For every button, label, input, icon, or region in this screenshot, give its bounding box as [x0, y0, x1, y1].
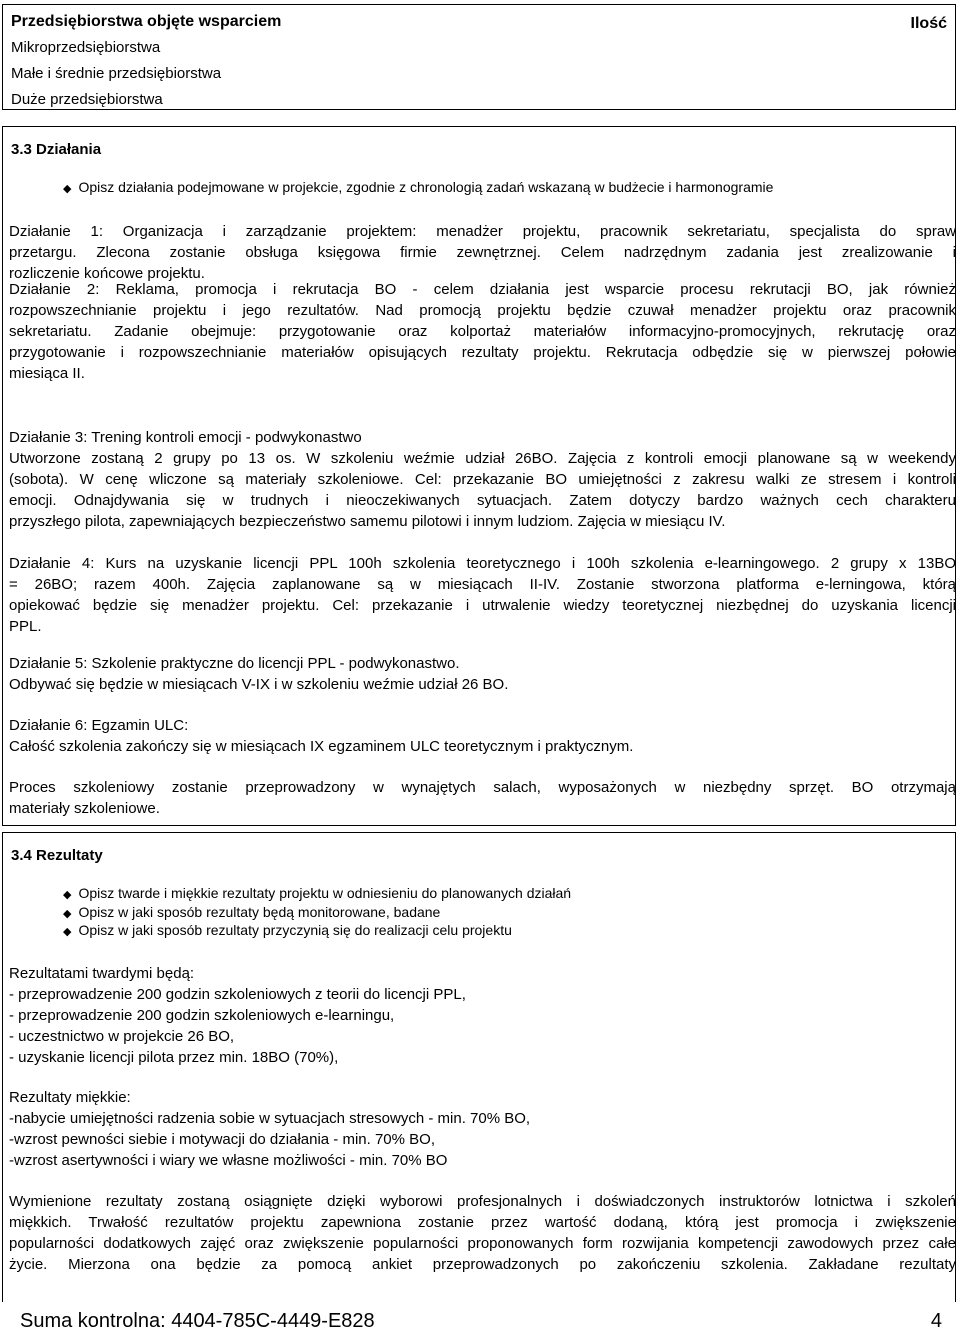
action-6-paragraph: Działanie 6: Egzamin ULC: Całość szkolenia zakończy się w miesiącach IX egzaminem ULC teoretycznym i praktycznym.	[9, 717, 634, 755]
instruction-bullet: ◆ Opisz twarde i miękkie rezultaty projektu w odniesieniu do planowanych działań	[63, 885, 572, 901]
table-row: Duże przedsiębiorstwa	[11, 91, 163, 108]
section-results	[2, 832, 956, 1302]
action-3-paragraph: Działanie 3: Trening kontroli emocji - podwykonastwo Utworzone zostaną 2 grupy po 13 os. W szkoleniu weźmie udział 26BO. Zajęcia z kontroli emocji planowane są w weekendy (sobota). W cenę wliczone są materiały szkoleniowe. Cel: przekazanie BO umiejętności z zakresu walki ze stresem i kontroli emocji. Odnajdywania się w trudnych i nieoczekiwanych sytuacjach. Zatem dotyczy bardzo ważnych cech charakteru przyszłego pilota, zapewniających bezpieczeństwo samemu pilotowi i innym ludziom. Zajęcia w miesiącu IV.	[9, 429, 956, 530]
action-1-paragraph: Działanie 1: Organizacja i zarządzanie projektem: menadżer projektu, pracownik sekretariatu, specjalista do spraw przetargu. Zlecona zostanie obsługa księgowa firmie zewnętrznej. Celem nadrzędnym zadania jest zrealizowanie i rozliczenie końcowe projektu.	[9, 223, 956, 282]
hard-results: Rezultatami twardymi będą: - przeprowadzenie 200 godzin szkoleniowych z teorii do licencji PPL, - przeprowadzenie 200 godzin szkoleniowych e-learningu, - uczestnictwo w projekcie 26 BO, - uzyskanie licencji pilota przez min. 18BO (70%),	[9, 965, 466, 1066]
checksum: Suma kontrolna: 4404-785C-4449-E828	[20, 1310, 375, 1332]
table-header: Przedsiębiorstwa objęte wsparciem	[11, 13, 282, 30]
instruction-bullet: ◆ Opisz w jaki sposób rezultaty przyczynią się do realizacji celu projektu	[63, 922, 512, 938]
section-title: 3.4 Rezultaty	[11, 847, 103, 864]
table-row: Małe i średnie przedsiębiorstwa	[11, 65, 222, 82]
table-row: Mikroprzedsiębiorstwa	[11, 39, 161, 56]
page-number: 4	[930, 1310, 942, 1332]
section-actions	[2, 126, 956, 826]
diamond-icon: ◆	[63, 889, 72, 901]
quantity-header: Ilość	[910, 15, 947, 32]
instruction-bullet: ◆ Opisz w jaki sposób rezultaty będą monitorowane, badane	[63, 904, 441, 920]
results-summary: Wymienione rezultaty zostaną osiągnięte dzięki wyborowi profesjonalnych i doświadczonych instruktorów lotnictwa i szkoleń miękkich. Trwałość rezultatów projektu zapewniona zostanie przez wartość dodaną, którą jest promocja i zwiększenie popularności dodatkowych zajęć oraz zwiększenie popularności proponowanych form rozwijania kompetencji zawodowych przez całe życie. Mierzona ona będzie za pomocą ankiet przeprowadzonych po zakończeniu szkolenia. Zakładane rezultaty	[9, 1193, 956, 1273]
section-title: 3.3 Działania	[11, 141, 102, 158]
action-5-paragraph: Działanie 5: Szkolenie praktyczne do licencji PPL - podwykonastwo. Odbywać się będzie w miesiącach V-IX i w szkoleniu weźmie udział 26 BO.	[9, 655, 509, 693]
instruction-bullet: ◆ Opisz działania podejmowane w projekcie, zgodnie z chronologią zadań wskazaną w budżecie i harmonogramie	[63, 179, 774, 195]
soft-results: Rezultaty miękkie: -nabycie umiejętności radzenia sobie w sytuacjach stresowych - min. 70% BO, -wzrost pewności siebie i motywacji do działania - min. 70% BO, -wzrost asertywności i wiary we własne możliwości - min. 70% BO	[9, 1089, 531, 1169]
diamond-icon: ◆	[63, 926, 72, 938]
diamond-icon: ◆	[63, 183, 72, 195]
diamond-icon: ◆	[63, 908, 72, 920]
enterprise-table	[2, 4, 956, 110]
process-paragraph: Proces szkoleniowy zostanie przeprowadzony w wynajętych salach, wyposażonych w niezbędny sprzęt. BO otrzymają materiały szkoleniowe.	[9, 779, 956, 817]
action-2-paragraph: Działanie 2: Reklama, promocja i rekrutacja BO - celem działania jest wsparcie procesu rekrutacji BO, jak również rozpowszechnianie projektu i jego rezultatów. Nad promocją projektu będzie czuwał menadżer projektu oraz pracownik sekretariatu. Zadanie obejmuje: przygotowanie oraz kolportaż materiałów informacyjno-promocyjnych, rekrutację oraz przygotowanie i rozpowszechnianie materiałów opisujących rezultaty projektu. Rekrutacja odbędzie się w pierwszej połowie miesiąca II.	[9, 281, 956, 382]
action-4-paragraph: Działanie 4: Kurs na uzyskanie licencji PPL 100h szkolenia teoretycznego i 100h szkolenia e-learningowego. 2 grupy x 13BO = 26BO; razem 400h. Zajęcia zaplanowane są w miesiącach II-IV. Zostanie stworzona platforma e-lerningowa, którą opiekować będzie się menadżer projektu. Cel: przekazanie i utrwalenie wiedzy teoretycznej niezbędnej do uzyskania licencji PPL.	[9, 555, 956, 635]
